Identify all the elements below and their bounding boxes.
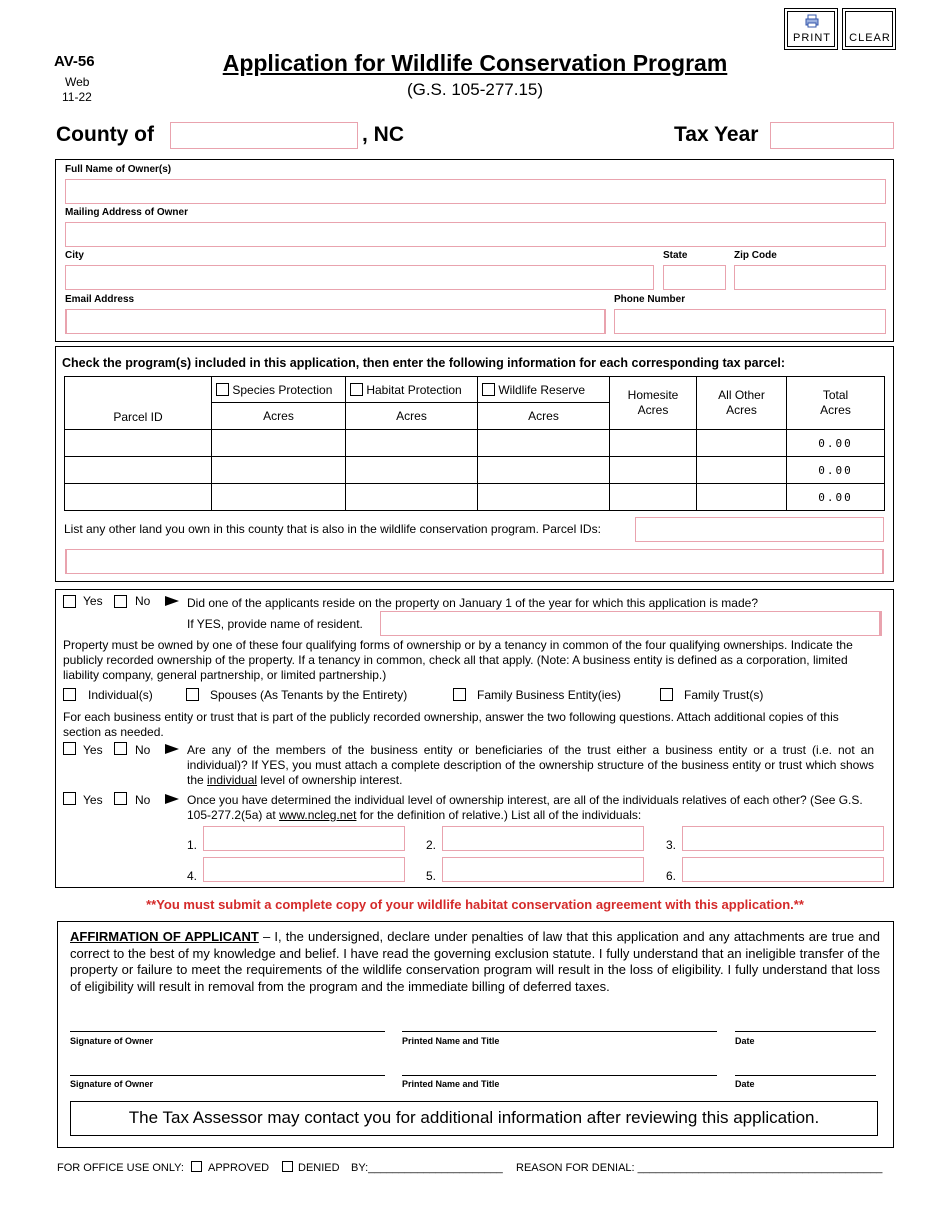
other-acres-cell[interactable] (697, 430, 787, 457)
habitat-acres-header: Acres (346, 403, 478, 430)
individual-input-1[interactable] (203, 826, 405, 851)
email-input[interactable] (65, 309, 606, 334)
resident-name-input[interactable] (380, 611, 882, 636)
assessor-note: The Tax Assessor may contact you for additional information after reviewing this application. (128, 1108, 820, 1127)
habitat-protection-checkbox[interactable] (350, 383, 363, 396)
program-instruction: Check the program(s) included in this application, then enter the following information for each corresponding tax parcel: (62, 356, 785, 370)
approved-label: APPROVED (208, 1162, 270, 1174)
col-parcel-id: Parcel ID (65, 377, 212, 430)
total-acres-header: Total Acres (820, 388, 851, 417)
relatives-question-end: for the definition of relative.) List all of the individuals: (356, 808, 642, 822)
entity-paragraph: For each business entity or trust that is part of the publicly recorded ownership, answer the two following questions. Attach additional copies of this section as needed. (63, 710, 839, 739)
col-homesite (610, 377, 697, 430)
arrow-icon (165, 744, 179, 754)
relatives-question-text: Once you have determined the individual level of ownership interest, are all of the individuals relatives of each other? (See G.S. 105-277.2(5a) at (187, 793, 863, 822)
tax-year-input[interactable] (770, 122, 894, 149)
owner-signature-label: Signature of Owner (70, 1036, 154, 1046)
family-trust-checkbox[interactable] (660, 688, 673, 701)
individual-number-1: 1. (187, 838, 198, 852)
parcel-table (64, 376, 885, 511)
full-name-label: Full Name of Owner(s) (65, 164, 172, 175)
mailing-address-label: Mailing Address of Owner (65, 207, 188, 218)
affirmation-heading: AFFIRMATION OF APPLICANT (70, 929, 259, 944)
total-acres-cell: 0.00 (787, 457, 885, 484)
date-label: Date (735, 1079, 755, 1089)
col-total (787, 377, 885, 430)
tax-year-label: Tax Year (674, 123, 759, 146)
print-button[interactable] (784, 8, 838, 50)
parcel-id-cell[interactable] (65, 430, 212, 457)
denied-checkbox[interactable] (282, 1161, 293, 1172)
date-label: Date (735, 1036, 755, 1046)
relatives-question (187, 793, 874, 823)
form-web: Web (65, 75, 90, 89)
printed-name-label: Printed Name and Title (402, 1036, 500, 1046)
printed-name-line-1[interactable] (402, 1031, 717, 1032)
denied-label: DENIED (298, 1162, 340, 1174)
other-parcel-ids-input[interactable] (635, 517, 884, 542)
spouses-checkbox[interactable] (186, 688, 199, 701)
reside-yes-checkbox[interactable] (63, 595, 76, 608)
individual-checkbox[interactable] (63, 688, 76, 701)
family-business-label: Family Business Entity(ies) (477, 688, 622, 702)
members-question (187, 743, 874, 788)
members-question-end: level of ownership interest. (257, 773, 403, 787)
wildlife-reserve-checkbox[interactable] (482, 383, 495, 396)
species-acres-cell[interactable] (212, 484, 346, 511)
other-land-label: List any other land you own in this county that is also in the wildlife conservation program. Parcel IDs: (64, 522, 601, 536)
table-row (65, 430, 885, 457)
reside-no-label: No (135, 594, 151, 608)
city-label: City (65, 250, 84, 261)
mailing-address-input[interactable] (65, 222, 886, 247)
approved-checkbox[interactable] (191, 1161, 202, 1172)
county-input[interactable] (170, 122, 358, 149)
form-date: 11-22 (62, 90, 92, 104)
county-label: County of (56, 123, 154, 146)
total-acres-cell: 0.00 (787, 430, 885, 457)
wildlife-reserve-label: Wildlife Reserve (498, 382, 586, 397)
agreement-notice: **You must submit a complete copy of your wildlife habitat conservation agreement with this application.** (146, 897, 804, 912)
zip-input[interactable] (734, 265, 886, 290)
individual-number-6: 6. (666, 869, 677, 883)
owner-signature-line-2[interactable] (70, 1075, 385, 1076)
individual-input-6[interactable] (682, 857, 884, 882)
relatives-yes-label: Yes (83, 793, 103, 807)
owner-signature-line-1[interactable] (70, 1031, 385, 1032)
printer-icon (805, 14, 819, 28)
state-label: State (663, 250, 688, 261)
homesite-acres-cell[interactable] (610, 484, 697, 511)
individual-input-4[interactable] (203, 857, 405, 882)
reserve-acres-header: Acres (478, 403, 610, 430)
table-row (65, 457, 885, 484)
email-label: Email Address (65, 294, 135, 305)
other-acres-cell[interactable] (697, 484, 787, 511)
habitat-acres-cell[interactable] (346, 430, 478, 457)
office-use-label: FOR OFFICE USE ONLY: (57, 1162, 184, 1174)
parcel-id-cell[interactable] (65, 457, 212, 484)
col-other (697, 377, 787, 430)
habitat-protection-label: Habitat Protection (366, 382, 462, 397)
individual-input-2[interactable] (442, 826, 644, 851)
members-no-label: No (135, 743, 151, 757)
species-acres-cell[interactable] (212, 457, 346, 484)
full-name-input[interactable] (65, 179, 886, 204)
ownership-forms-paragraph: Property must be owned by one of these four qualifying forms of ownership or by a tenancy in common of the four qualifying ownerships. Indicate the publicly recorded ownership of the property. If a tenancy in common, check all that apply. (Note: A business entity is defined as a corporation, limited liability company, general partnership, or limited partnership.) (63, 638, 853, 682)
spouses-label: Spouses (As Tenants by the Entirety) (210, 688, 408, 702)
date-line-1[interactable] (735, 1031, 876, 1032)
reason-for-denial-field: REASON FOR DENIAL: ________________________________________ (516, 1162, 883, 1174)
arrow-icon (165, 596, 179, 606)
family-business-checkbox[interactable] (453, 688, 466, 701)
individual-number-5: 5. (426, 869, 437, 883)
individual-label: Individual(s) (88, 688, 153, 702)
clear-button[interactable] (842, 8, 896, 50)
reside-no-checkbox[interactable] (114, 595, 127, 608)
reside-yes-prompt: If YES, provide name of resident. (187, 617, 363, 631)
species-acres-cell[interactable] (212, 430, 346, 457)
nc-label: , NC (362, 123, 404, 146)
family-trust-label: Family Trust(s) (684, 688, 764, 702)
printed-name-line-2[interactable] (402, 1075, 717, 1076)
other-acres-cell[interactable] (697, 457, 787, 484)
zip-label: Zip Code (734, 250, 777, 261)
total-acres-cell: 0.00 (787, 484, 885, 511)
habitat-acres-cell[interactable] (346, 484, 478, 511)
relatives-no-label: No (135, 793, 151, 807)
col-habitat (346, 377, 478, 403)
parcel-id-cell[interactable] (65, 484, 212, 511)
relatives-yes-checkbox[interactable] (63, 792, 76, 805)
individual-number-3: 3. (666, 838, 677, 852)
individual-input-5[interactable] (442, 857, 644, 882)
other-parcel-ids-input-2[interactable] (65, 549, 884, 574)
by-field: BY:______________________ (351, 1162, 503, 1174)
affirmation-paragraph (70, 929, 880, 995)
arrow-icon (165, 794, 179, 804)
reside-yes-label: Yes (83, 594, 103, 608)
members-yes-checkbox[interactable] (63, 742, 76, 755)
other-acres-header: All Other Acres (718, 388, 765, 417)
members-yes-label: Yes (83, 743, 103, 757)
printed-name-label: Printed Name and Title (402, 1079, 500, 1089)
habitat-acres-cell[interactable] (346, 457, 478, 484)
reside-question: Did one of the applicants reside on the property on January 1 of the year for which this application is made? (187, 596, 759, 610)
relatives-no-checkbox[interactable] (114, 792, 127, 805)
species-acres-header: Acres (212, 403, 346, 430)
individual-input-3[interactable] (682, 826, 884, 851)
individual-number-4: 4. (187, 869, 198, 883)
statute-subtitle: (G.S. 105-277.15) (406, 80, 544, 99)
form-id: AV-56 (54, 53, 95, 70)
members-question-text: Are any of the members of the business entity or beneficiaries of the trust either a business entity or a trust (i.e. not an individual)? If YES, you must attach a complete description of the ownership structure of the business entity or trust which shows the (187, 743, 874, 787)
owner-signature-label: Signature of Owner (70, 1079, 154, 1089)
state-input[interactable] (663, 265, 726, 290)
phone-label: Phone Number (614, 294, 686, 305)
city-input[interactable] (65, 265, 654, 290)
page-title: Application for Wildlife Conservation Program (222, 50, 728, 76)
homesite-header: Homesite Acres (627, 388, 679, 417)
individual-number-2: 2. (426, 838, 437, 852)
species-protection-label: Species Protection (232, 382, 333, 397)
homesite-acres-cell[interactable] (610, 430, 697, 457)
members-question-underlined: individual (207, 773, 258, 787)
phone-input[interactable] (614, 309, 886, 334)
table-row (65, 484, 885, 511)
reserve-acres-cell[interactable] (478, 484, 610, 511)
ncleg-link[interactable]: www.ncleg.net (279, 808, 357, 822)
members-no-checkbox[interactable] (114, 742, 127, 755)
date-line-2[interactable] (735, 1075, 876, 1076)
col-reserve (478, 377, 610, 403)
col-species (212, 377, 346, 403)
clear-label: CLEAR (849, 32, 891, 44)
reserve-acres-cell[interactable] (478, 457, 610, 484)
affirmation-text: – I, the undersigned, declare under penalties of law that this application and any attachments are true and correct to the best of my knowledge and belief. I have read the governing exclusion statute. I fully understand that an ineligible transfer of the property or failure to meet the requirements of the wildlife conservation program will result in the loss of eligibility. I fully understand that loss of eligibility will result in removal from the program and the immediate billing of deferred taxes. (70, 929, 880, 994)
reserve-acres-cell[interactable] (478, 430, 610, 457)
species-protection-checkbox[interactable] (216, 383, 229, 396)
print-label: PRINT (793, 32, 831, 44)
homesite-acres-cell[interactable] (610, 457, 697, 484)
